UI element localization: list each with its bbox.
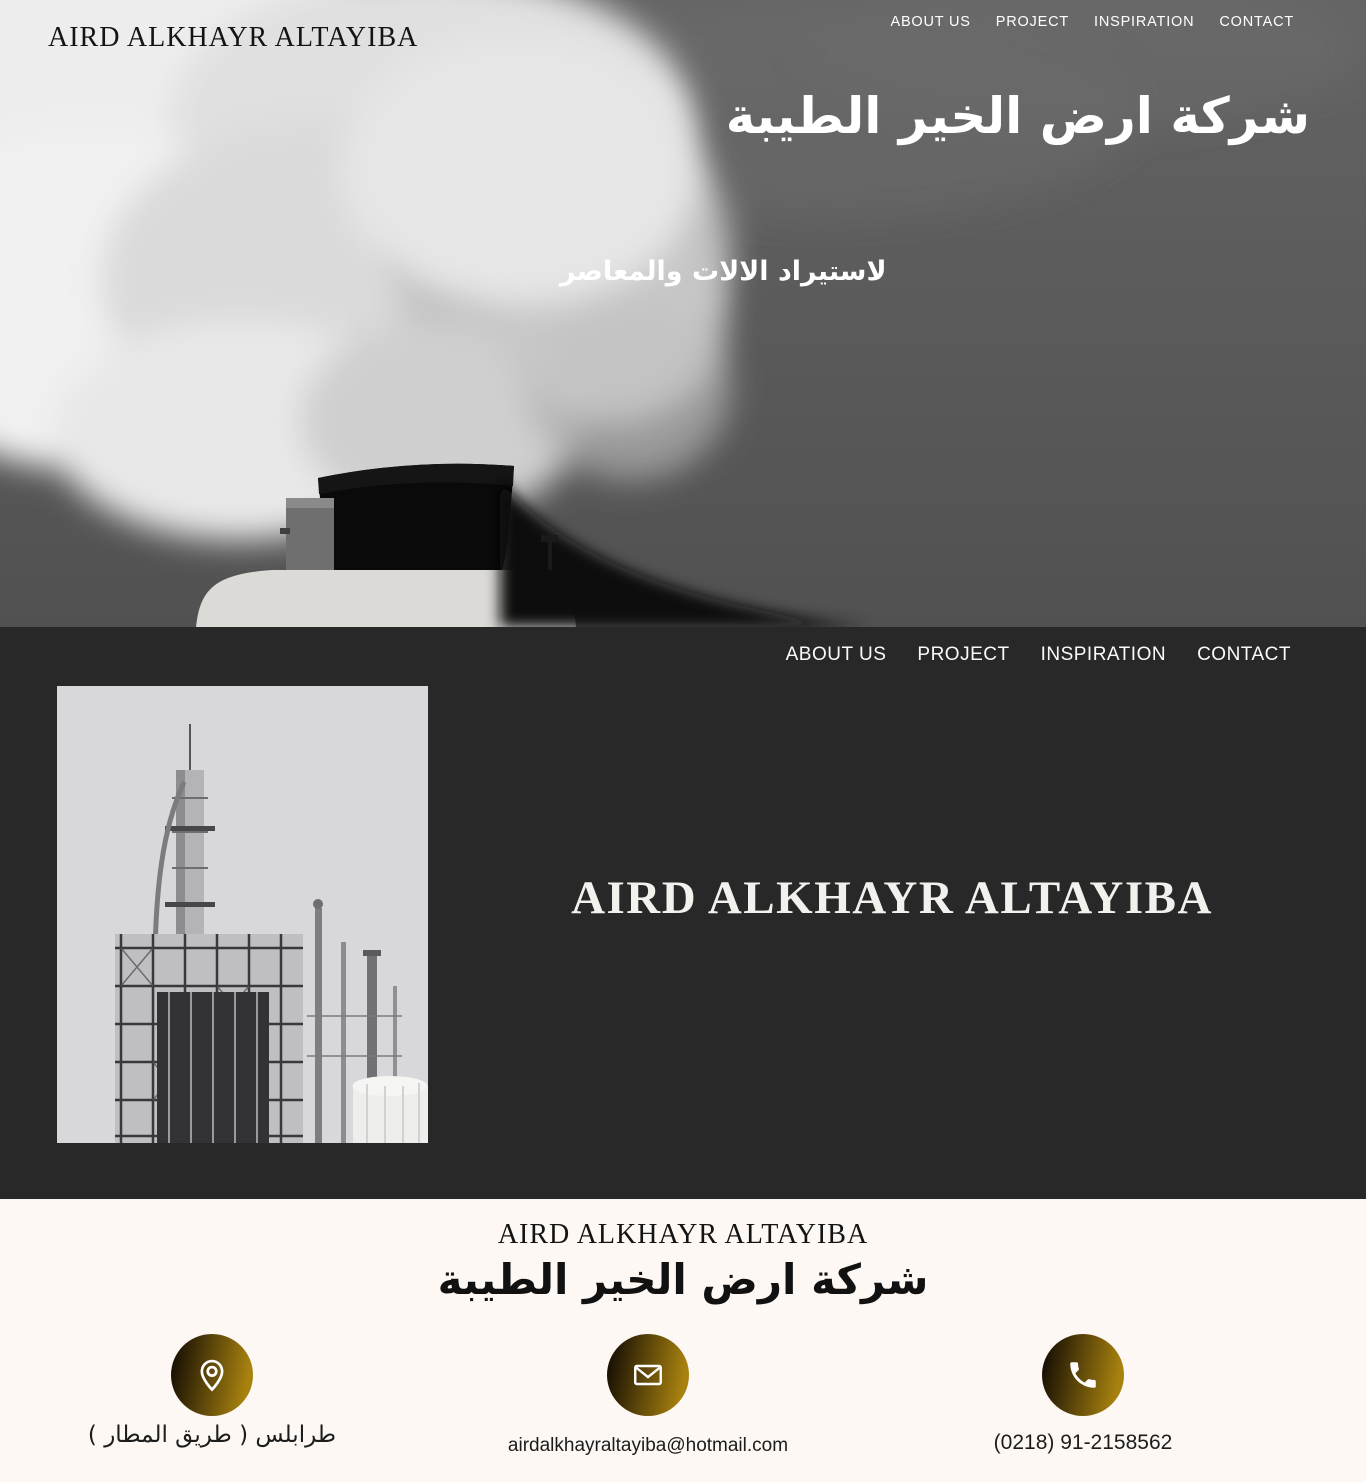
about-section [0,627,1366,1199]
contact-email [448,1334,848,1457]
email-badge [607,1334,689,1416]
nav-item-project[interactable]: PROJECT [917,644,1010,665]
section-nav [786,644,1291,666]
nav-item-about-us[interactable]: ABOUT US [785,644,887,665]
contact-location [62,1334,362,1448]
envelope-icon [630,1357,666,1393]
hero-tagline-arabic: لاستيراد الالات والمعاصر [560,256,887,287]
footer-section [0,1199,1366,1482]
nav-item-contact[interactable]: CONTACT [1197,644,1291,665]
contact-phone [933,1334,1233,1455]
phone-text[interactable]: (0218) 91-2158562 [993,1431,1173,1454]
nav-item-inspiration[interactable]: INSPIRATION [1040,644,1167,665]
nav-item-about-us[interactable]: ABOUT US [890,14,971,30]
email-text[interactable]: airdalkhayraltayiba@hotmail.com [507,1435,789,1456]
nav-item-contact[interactable]: CONTACT [1219,14,1294,30]
hero-title-arabic: شركة ارض الخير الطيبة [725,87,1310,145]
site-logo[interactable]: AIRD ALKHAYR ALTAYIBA [48,22,419,53]
hero-section [0,0,1366,627]
nav-item-inspiration[interactable]: INSPIRATION [1094,14,1195,30]
footer-title-arabic: شركة ارض الخير الطيبة [437,1255,929,1304]
header-nav [890,14,1294,30]
location-badge [171,1334,253,1416]
nav-item-project[interactable]: PROJECT [995,14,1070,30]
location-text: طرابلس ( طريق المطار ) [87,1422,337,1448]
phone-badge [1042,1334,1124,1416]
phone-icon [1066,1358,1100,1392]
about-title: AIRD ALKHAYR ALTAYIBA [571,872,1213,924]
refinery-photo [57,686,428,1143]
footer-title-english: AIRD ALKHAYR ALTAYIBA [497,1219,869,1250]
location-pin-icon [193,1356,231,1394]
